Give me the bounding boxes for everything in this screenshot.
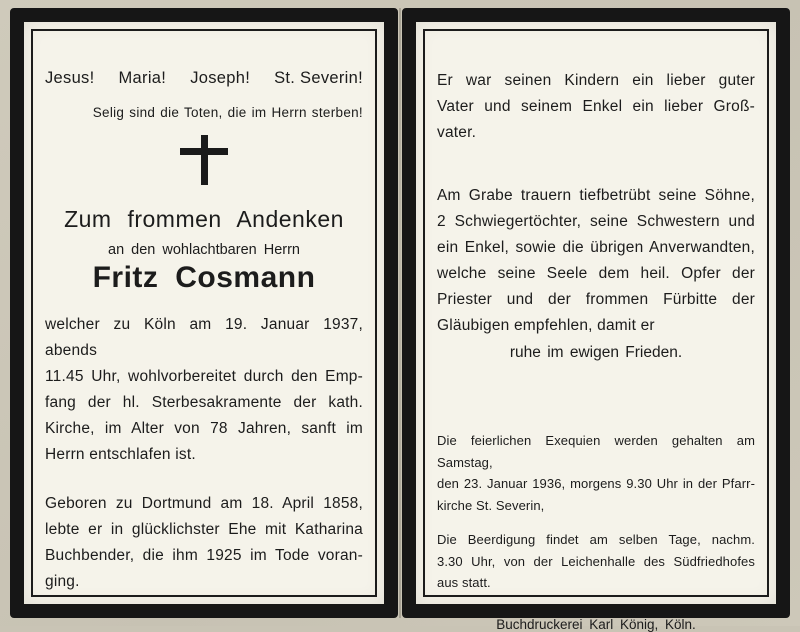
latin-cross-icon [180, 135, 228, 185]
memorial-heading: Zum frommen Andenken [64, 206, 344, 232]
closing-line: ruhe im ewigen Frieden. [509, 344, 683, 361]
mourning-paragraph [437, 183, 755, 339]
invocation-maria: Maria! [118, 69, 167, 87]
right-panel-inner-frame [423, 29, 769, 632]
death-paragraph-line: 11.45 Uhr, wohlvorbereitet durch den Emp- [45, 368, 363, 385]
card-fold-line [399, 8, 401, 618]
mourning-paragraph-line: welche seine Seele dem heil. Opfer der [437, 265, 755, 282]
death-paragraph [45, 312, 363, 468]
mourning-paragraph-line: Am Grabe trauern tiefbetrübt seine Söhne, [437, 187, 755, 204]
mourning-paragraph-line: Gläubigen empfehlen, damit er [437, 317, 655, 334]
death-paragraph-line: welcher zu Köln am 19. Januar 1937, abends [45, 316, 363, 359]
beatitude-line: Selig sind die Toten, die im Herrn sterben! [92, 105, 363, 120]
burial-paragraph-line: aus statt. [437, 575, 491, 590]
deceased-name: Fritz Cosmann [92, 261, 316, 294]
honorific-line: an den wohlachtbaren Herrn [108, 242, 300, 258]
mourning-paragraph-line: 2 Schwiegertöchter, seine Schwestern und [437, 213, 755, 230]
family-paragraph-line: Vater und seinem Enkel ein lieber Groß- [437, 98, 755, 115]
burial-paragraph-line: 3.30 Uhr, von der Leichenhalle des Südfriedhofes [437, 553, 755, 569]
mourning-paragraph-line: ein Enkel, sowie die übrigen Anverwandten, [437, 239, 755, 256]
burial-paragraph-line: Die Beerdigung findet am selben Tage, nachm. [437, 532, 755, 547]
left-panel-inner-frame [31, 29, 377, 597]
invocation-joseph: Joseph! [190, 69, 251, 87]
printer-line: Buchdruckerei Karl König, Köln. [496, 616, 696, 632]
exequien-paragraph-line: den 23. Januar 1936, morgens 9.30 Uhr in der Pfarr- [437, 476, 755, 491]
family-paragraph-line: Er war seinen Kindern ein lieber guter [437, 72, 755, 89]
death-paragraph-line: fang der hl. Sterbesakramente der kath. [45, 394, 363, 411]
death-paragraph-line: Herrn entschlafen ist. [45, 446, 196, 463]
burial-paragraph [437, 529, 755, 594]
birth-paragraph-line: Buchbender, die ihm 1925 im Tode voran- [45, 547, 363, 564]
death-paragraph-line: Kirche, im Alter von 78 Jahren, sanft im [45, 420, 363, 437]
birth-paragraph-line: lebte er in glücklichster Ehe mit Katharina [45, 521, 363, 538]
family-paragraph-line: vater. [437, 124, 477, 141]
invocation-severin: St. Severin! [274, 69, 363, 87]
cross-vertical-bar [201, 135, 208, 185]
birth-paragraph [45, 491, 363, 595]
exequien-paragraph-line: Die feierlichen Exequien werden gehalten am Samstag, [437, 433, 755, 470]
invocation-jesus: Jesus! [45, 69, 95, 87]
invocation-row [45, 69, 363, 88]
exequien-paragraph-line: kirche St. Severin, [437, 497, 545, 513]
exequien-paragraph [437, 430, 755, 516]
birth-paragraph-line: ging. [45, 573, 80, 590]
mourning-paragraph-line: Priester und der frommen Fürbitte der [437, 291, 755, 308]
memorial-card-right-panel [402, 8, 790, 632]
memorial-card-left-panel [10, 8, 398, 618]
family-paragraph [437, 68, 755, 146]
birth-paragraph-line: Geboren zu Dortmund am 18. April 1858, [45, 495, 363, 512]
